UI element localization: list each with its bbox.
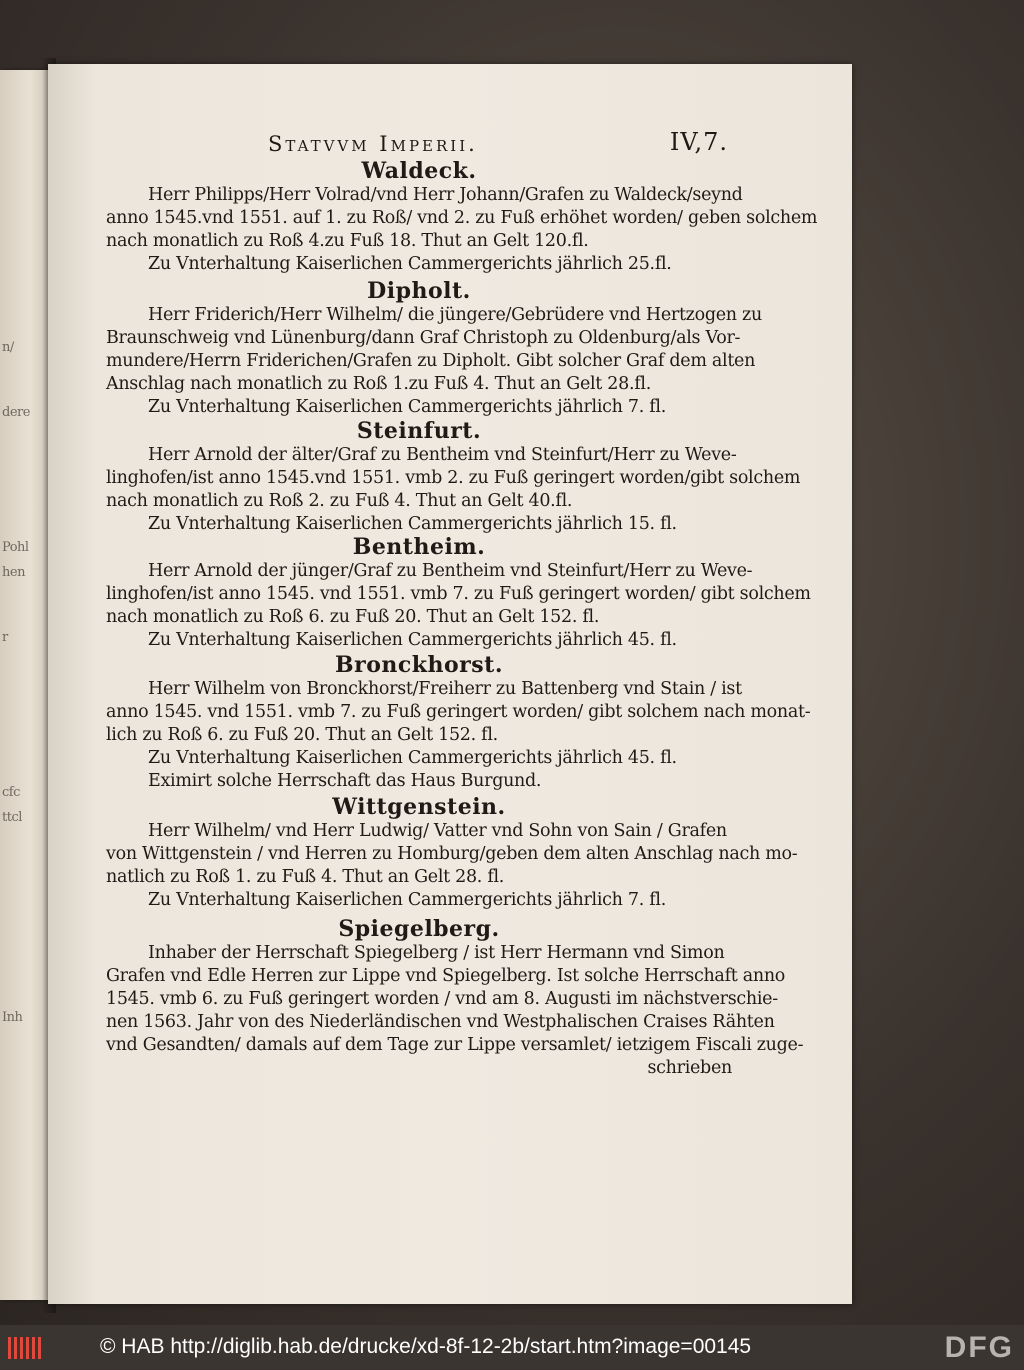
text-line: Herr Friderich/Herr Wilhelm/ die jüngere/Gebrüdere vnd Hertzogen zu [148, 305, 762, 325]
text-line: Zu Vnterhaltung Kaiserlichen Cammergerichts jährlich 7. fl. [148, 890, 666, 910]
section-spiegelberg [106, 916, 804, 1080]
prev-page-fragment: hen [2, 565, 25, 580]
text-line: Zu Vnterhaltung Kaiserlichen Cammergerichts jährlich 45. fl. [148, 748, 677, 768]
prev-page-fragment: r [2, 630, 8, 645]
text-line: linghofen/ist anno 1545.vnd 1551. vmb 2. zu Fuß geringert worden/gibt solchem [106, 468, 801, 488]
text-line: Herr Philipps/Herr Volrad/vnd Herr Johann/Grafen zu Waldeck/seynd [148, 185, 743, 205]
section-title: Waldeck. [361, 158, 477, 184]
text-line: linghofen/ist anno 1545. vnd 1551. vmb 7. zu Fuß geringert worden/ gibt solchem [106, 584, 811, 604]
prev-page-fragment: cfc [2, 785, 20, 800]
text-line: 1545. vmb 6. zu Fuß geringert worden / vnd am 8. Augusti im nächstverschie- [106, 989, 778, 1009]
text-line: vnd Gesandten/ damals auf dem Tage zur Lippe versamlet/ ietzigem Fiscali zuge- [106, 1035, 804, 1055]
hab-logo-icon [8, 1337, 44, 1359]
folio-number: IV,7. [669, 128, 728, 156]
text-line: nen 1563. Jahr von des Niederländischen vnd Westphalischen Craises Rähten [106, 1012, 775, 1032]
catchword: schrieben [647, 1058, 732, 1078]
section-bentheim [106, 534, 811, 652]
running-title: Statvvm Imperii. [268, 132, 478, 156]
text-line: Anschlag nach monatlich zu Roß 1.zu Fuß 4. Thut an Gelt 28.fl. [106, 374, 651, 394]
prev-page-fragment: Pohl [2, 540, 29, 555]
section-title: Bentheim. [352, 534, 486, 560]
text-line: anno 1545. vnd 1551. vmb 7. zu Fuß geringert worden/ gibt solchem nach monat- [106, 702, 811, 722]
text-line: nach monatlich zu Roß 2. zu Fuß 4. Thut an Gelt 40.fl. [106, 491, 573, 511]
text-line: natlich zu Roß 1. zu Fuß 4. Thut an Gelt 28. fl. [106, 867, 505, 887]
text-line: nach monatlich zu Roß 6. zu Fuß 20. Thut an Gelt 152. fl. [106, 607, 600, 627]
text-line: mundere/Herrn Friderichen/Grafen zu Dipholt. Gibt solcher Graf dem alten [106, 351, 756, 371]
prev-page-fragment: ttcl [2, 810, 22, 825]
text-line: lich zu Roß 6. zu Fuß 20. Thut an Gelt 152. fl. [106, 725, 498, 745]
book-page [48, 64, 852, 1304]
section-title: Bronckhorst. [335, 652, 503, 678]
section-steinfurt [106, 418, 801, 536]
section-dipholt [106, 278, 762, 419]
text-line: Braunschweig vnd Lünenburg/dann Graf Christoph zu Oldenburg/als Vor- [106, 328, 741, 348]
text-line: Zu Vnterhaltung Kaiserlichen Cammergerichts jährlich 25.fl. [148, 254, 672, 274]
section-waldeck [106, 158, 818, 276]
text-line: von Wittgenstein / vnd Herren zu Homburg/geben dem alten Anschlag nach mo- [106, 844, 798, 864]
text-line: anno 1545.vnd 1551. auf 1. zu Roß/ vnd 2. zu Fuß erhöhet worden/ geben solchem [106, 208, 818, 228]
section-title: Dipholt. [367, 278, 471, 304]
text-line: Eximirt solche Herrschaft das Haus Burgund. [148, 771, 542, 791]
section-title: Spiegelberg. [338, 916, 500, 942]
prev-page-fragment: n/ [2, 340, 14, 355]
prev-page-fragment: dere [2, 405, 30, 420]
viewer-footer [0, 1325, 1024, 1370]
text-line: Grafen vnd Edle Herren zur Lippe vnd Spiegelberg. Ist solche Herrschaft anno [106, 966, 786, 986]
section-title: Wittgenstein. [332, 794, 506, 820]
dfg-logo: DFG [944, 1331, 1014, 1364]
text-line: Zu Vnterhaltung Kaiserlichen Cammergerichts jährlich 7. fl. [148, 397, 666, 417]
section-title: Steinfurt. [356, 418, 482, 444]
text-line: Herr Arnold der älter/Graf zu Bentheim vnd Steinfurt/Herr zu Weve- [148, 445, 737, 465]
text-line: Inhaber der Herrschaft Spiegelberg / ist Herr Hermann vnd Simon [148, 943, 725, 963]
text-line: Herr Wilhelm/ vnd Herr Ludwig/ Vatter vnd Sohn von Sain / Grafen [148, 821, 727, 841]
prev-page-fragment: Inh [2, 1010, 23, 1025]
text-line: Zu Vnterhaltung Kaiserlichen Cammergerichts jährlich 45. fl. [148, 630, 677, 650]
text-line: nach monatlich zu Roß 4.zu Fuß 18. Thut an Gelt 120.fl. [106, 231, 589, 251]
copyright-link[interactable]: © HAB http://diglib.hab.de/drucke/xd-8f-12-2b/start.htm?image=00145 [100, 1335, 752, 1358]
text-line: Herr Arnold der jünger/Graf zu Bentheim vnd Steinfurt/Herr zu Weve- [148, 561, 753, 581]
section-bronckhorst [106, 652, 811, 793]
section-wittgenstein [106, 794, 798, 912]
text-line: Zu Vnterhaltung Kaiserlichen Cammergerichts jährlich 15. fl. [148, 514, 677, 534]
text-line: Herr Wilhelm von Bronckhorst/Freiherr zu Battenberg vnd Stain / ist [148, 679, 742, 699]
